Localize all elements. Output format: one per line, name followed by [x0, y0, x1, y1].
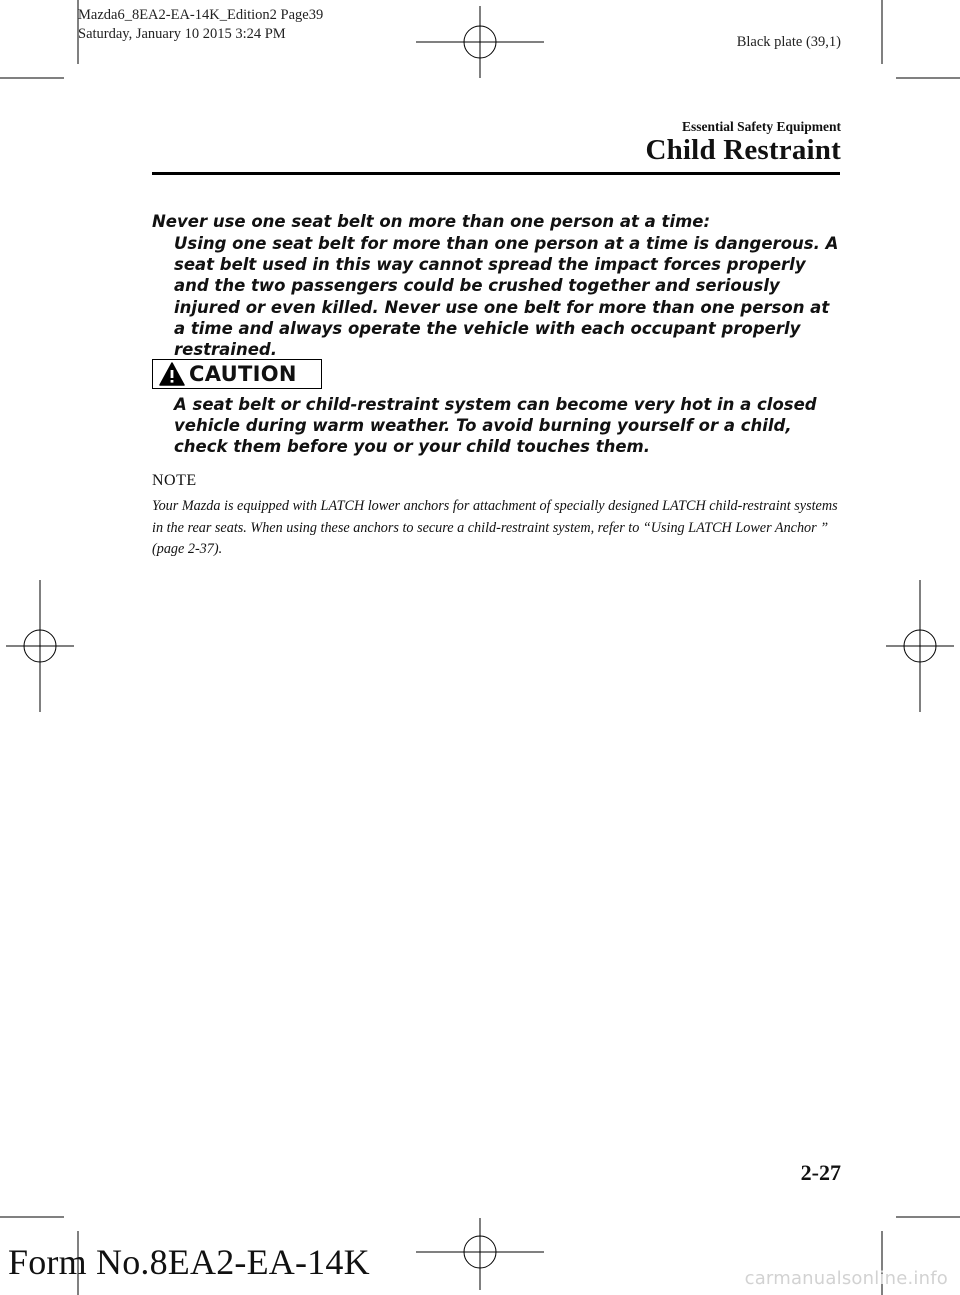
print-meta-date: Saturday, January 10 2015 3:24 PM	[78, 26, 286, 42]
note-body: Your Mazda is equipped with LATCH lower anchors for attachment of specially designed LATCH child-restraint systems in the rear seats. When using these anchors to secure a child-restraint system, refer to “Using LATCH Lower Anchor ” (page 2-37).	[152, 498, 838, 557]
caution-label: CAUTION	[189, 362, 297, 386]
section-label: Essential Safety Equipment	[681, 119, 841, 134]
print-meta-file: Mazda6_8EA2-EA-14K_Edition2 Page39	[78, 7, 324, 23]
header-rule	[152, 172, 840, 175]
page-number: 2-27	[800, 1160, 841, 1185]
warning-heading: Never use one seat belt on more than one person at a time:	[152, 212, 711, 231]
warning-body: Using one seat belt for more than one person at a time is dangerous. A seat belt used in this way cannot spread the impact forces properly and the two passengers could be crushed together and seriously injured or even killed. Never use one belt for more than one person at a time and always operate the vehicle with each occupant properly restrained.	[174, 234, 839, 360]
warning-triangle-icon	[159, 362, 185, 386]
watermark: carmanualsonline.info	[744, 1268, 948, 1289]
caution-banner	[152, 359, 322, 389]
caution-body: A seat belt or child-restraint system can become very hot in a closed vehicle during warm weather. To avoid burning yourself or a child, check them before you or your child touches them.	[174, 395, 817, 457]
plate-label: Black plate (39,1)	[736, 34, 841, 50]
chapter-title: Child Restraint	[645, 134, 841, 166]
note-label: NOTE	[152, 472, 197, 489]
form-number: Form No.8EA2-EA-14K	[8, 1242, 370, 1282]
print-meta	[78, 6, 323, 44]
